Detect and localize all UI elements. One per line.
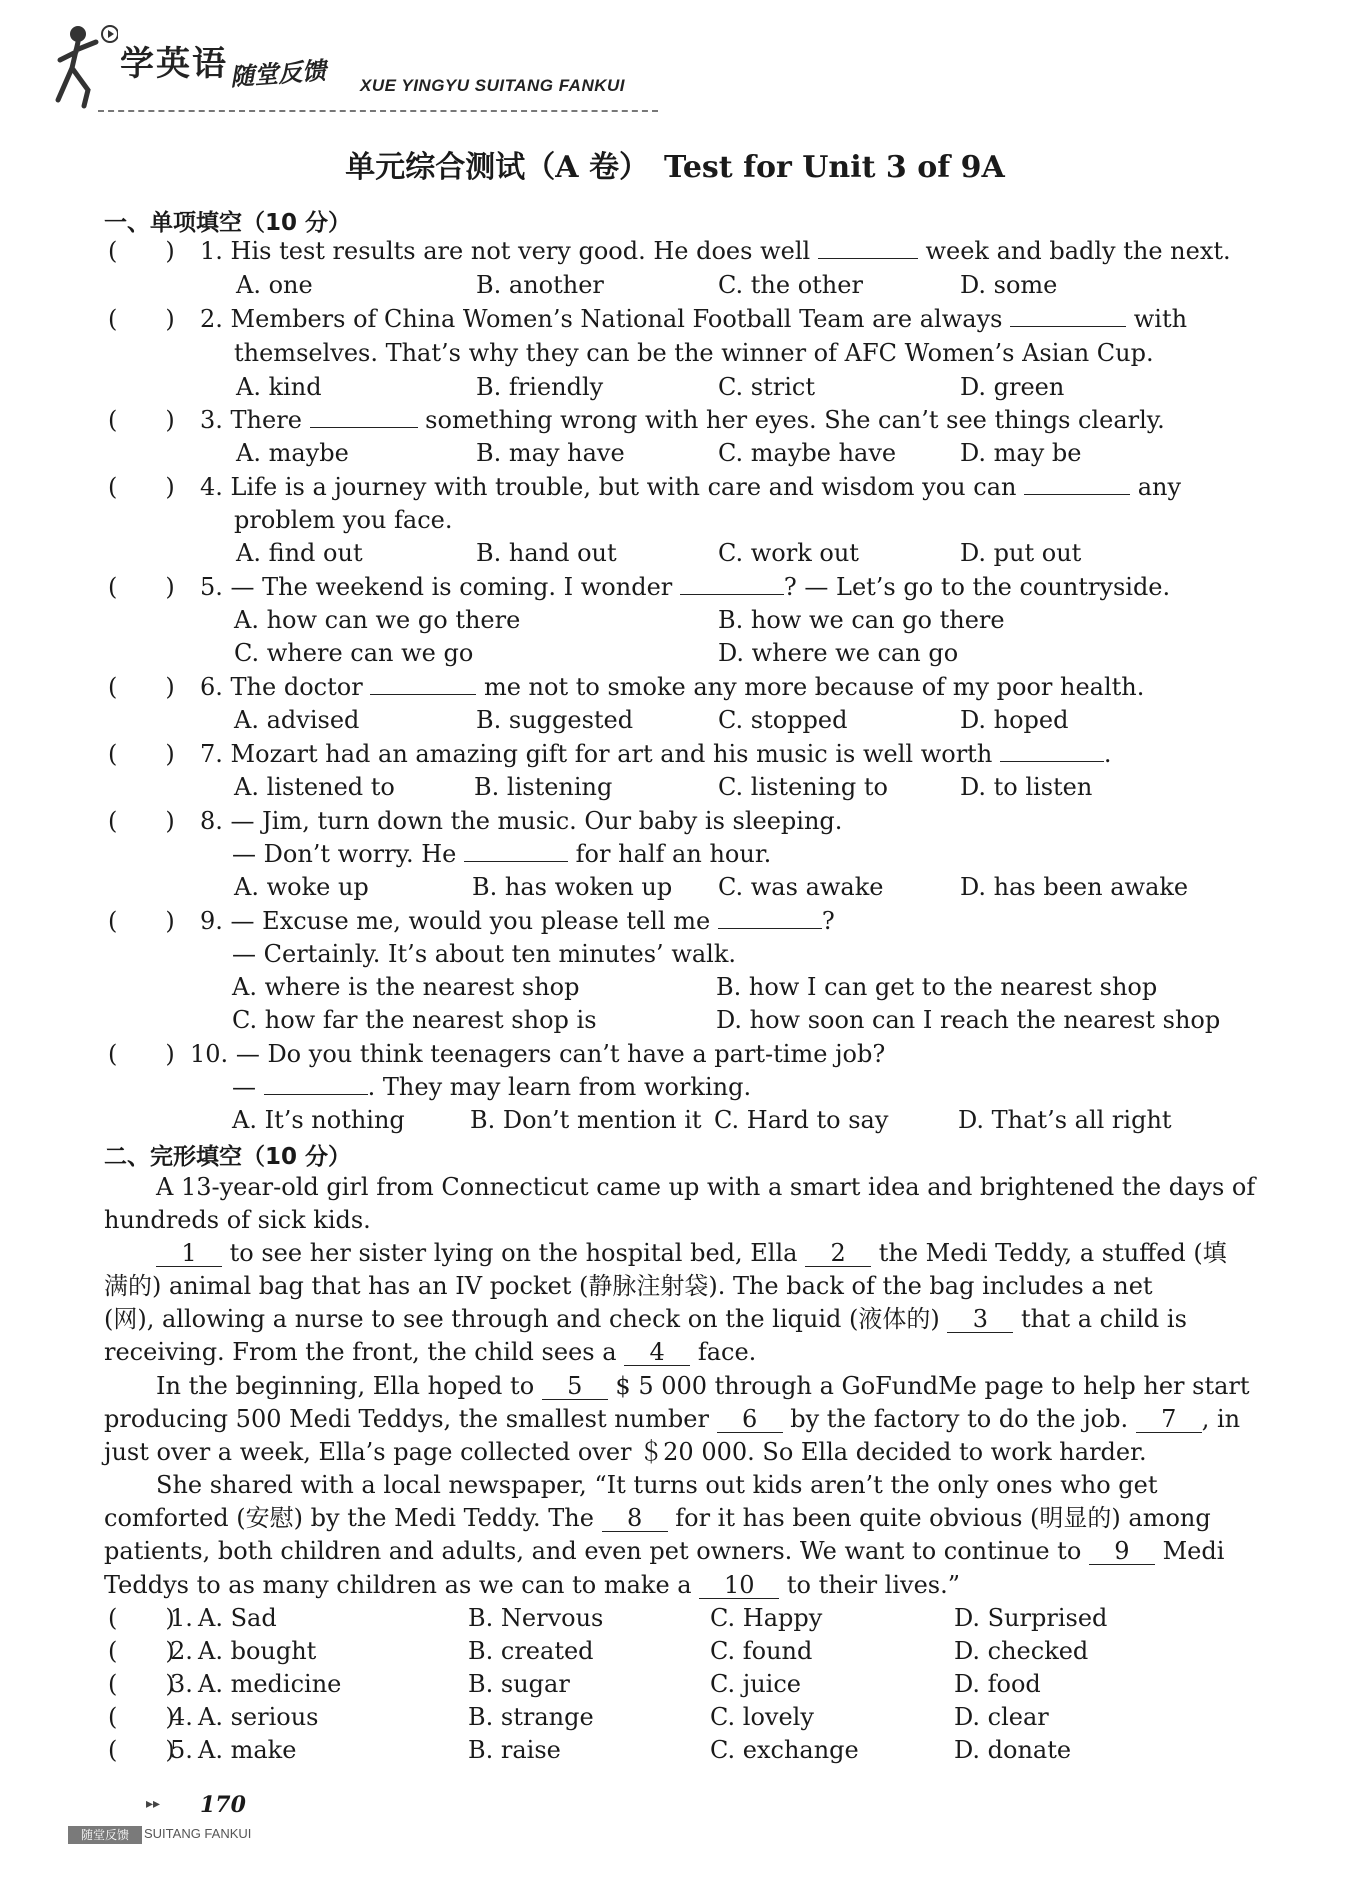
option[interactable]: C. maybe have [718,439,897,467]
option[interactable]: D. to listen [960,773,1093,801]
passage-line: 1 to see her sister lying on the hospital bed, Ella 2 the Medi Teddy, a stuffed (填 [156,1238,1227,1268]
blank[interactable] [310,405,418,428]
option[interactable]: D. hoped [960,706,1069,734]
answer-paren: ( ) [108,807,175,835]
answer-paren: ( ) [108,573,175,601]
blank[interactable] [464,839,568,862]
option[interactable]: B. Nervous [468,1604,604,1632]
passage-line: In the beginning, Ella hoped to 5 $ 5 000 through a GoFundMe page to help her start [156,1372,1250,1400]
option[interactable]: B. sugar [468,1670,570,1698]
question-3: 3. There something wrong with her eyes. She can’t see things clearly. [200,406,1165,434]
passage-line: 满的) animal bag that has an IV pocket (静脉注射袋). The back of the bag includes a net [104,1272,1153,1300]
option[interactable]: D. some [960,271,1058,299]
option[interactable]: A. where is the nearest shop [232,973,580,1001]
numbered-blank[interactable]: 8 [602,1505,668,1532]
option[interactable]: C. was awake [718,873,884,901]
option[interactable]: A. medicine [198,1670,342,1698]
blank[interactable] [370,672,476,695]
answer-paren: ( ) [108,1637,175,1665]
question-4-line2: problem you face. [234,506,453,534]
answer-paren: ( ) [108,406,175,434]
question-9: 9. — Excuse me, would you please tell me ? [200,907,835,935]
footer-english: SUITANG FANKUI [144,1826,252,1841]
option[interactable]: D. clear [954,1703,1049,1731]
option[interactable]: D. where we can go [718,639,959,667]
option[interactable]: D. may be [960,439,1082,467]
runner-logo-icon [48,20,118,110]
blank[interactable] [680,572,784,595]
numbered-blank[interactable]: 9 [1089,1538,1155,1565]
option[interactable]: C. juice [710,1670,801,1698]
option[interactable]: A. kind [236,373,322,401]
question-8-line2: — Don’t worry. He for half an hour. [232,840,772,868]
answer-paren: ( ) [108,740,175,768]
option[interactable]: A. find out [236,539,363,567]
option[interactable]: A. Sad [198,1604,277,1632]
section1-heading: 一、单项填空（10 分） [104,210,352,236]
option[interactable]: D. That’s all right [958,1106,1172,1134]
question-2: 2. Members of China Women’s National Football Team are always with [200,305,1188,333]
option[interactable]: D. has been awake [960,873,1189,901]
option[interactable]: B. strange [468,1703,594,1731]
passage-line: She shared with a local newspaper, “It turns out kids aren’t the only ones who get [156,1471,1158,1499]
numbered-blank[interactable]: 5 [542,1373,608,1400]
footer-label: 随堂反馈 [68,1826,142,1844]
question-7: 7. Mozart had an amazing gift for art and his music is well worth . [200,740,1112,768]
blank[interactable] [264,1072,368,1095]
footer-arrow-icon: ▸▸ [146,1796,161,1812]
question-4: 4. Life is a journey with trouble, but with care and wisdom you can any [200,473,1182,501]
passage-line: just over a week, Ella’s page collected over ＄20 000. So Ella decided to work harder. [104,1438,1147,1466]
option[interactable]: A. bought [198,1637,317,1665]
passage-line: producing 500 Medi Teddys, the smallest number 6 by the factory to do the job. 7 , in [104,1405,1241,1433]
question-number: 4. [170,1703,193,1731]
option[interactable]: A. serious [198,1703,319,1731]
option[interactable]: C. stopped [718,706,848,734]
option[interactable]: A. It’s nothing [232,1106,405,1134]
question-6: 6. The doctor me not to smoke any more because of my poor health. [200,673,1145,701]
option[interactable]: B. has woken up [472,873,673,901]
option[interactable]: A. woke up [234,873,369,901]
header [48,14,648,114]
option[interactable]: B. may have [476,439,625,467]
answer-paren: ( ) [108,237,175,265]
passage-line: patients, both children and adults, and even pet owners. We want to continue to 9 Medi [104,1537,1225,1565]
numbered-blank[interactable]: 1 [156,1240,222,1267]
question-5: 5. — The weekend is coming. I wonder ? — Let’s go to the countryside. [200,573,1171,601]
answer-paren: ( ) [108,1604,175,1632]
passage-line: (网), allowing a nurse to see through and check on the liquid (液体的) 3 that a child is [104,1305,1187,1333]
option[interactable]: B. raise [468,1736,561,1764]
option[interactable]: C. how far the nearest shop is [232,1006,597,1034]
option[interactable]: C. the other [718,271,863,299]
option[interactable]: B. another [476,271,604,299]
question-number: 2. [170,1637,193,1665]
option[interactable]: B. suggested [476,706,634,734]
question-2-line2: themselves. That’s why they can be the winner of AFC Women’s Asian Cup. [234,339,1154,367]
answer-paren: ( ) [108,673,175,701]
blank[interactable] [718,906,822,929]
option[interactable]: A. advised [234,706,360,734]
option[interactable]: C. found [710,1637,813,1665]
page-number: 170 [200,1792,246,1818]
passage-line: comforted (安慰) by the Medi Teddy. The 8 for it has been quite obvious (明显的) among [104,1504,1211,1532]
option[interactable]: D. donate [954,1736,1072,1764]
option[interactable]: B. hand out [476,539,617,567]
blank[interactable] [1000,739,1104,762]
option[interactable]: B. Don’t mention it [470,1106,702,1134]
option[interactable]: B. created [468,1637,594,1665]
numbered-blank[interactable]: 4 [624,1339,690,1366]
numbered-blank[interactable]: 10 [699,1572,779,1599]
option[interactable]: D. green [960,373,1065,401]
option[interactable]: C. Happy [710,1604,823,1632]
option[interactable]: A. listened to [234,773,395,801]
option[interactable]: D. how soon can I reach the nearest shop [716,1006,1221,1034]
option[interactable]: C. strict [718,373,815,401]
answer-paren: ( ) [108,1703,175,1731]
answer-paren: ( ) [108,305,175,333]
option[interactable]: B. friendly [476,373,604,401]
answer-paren: ( ) [108,907,175,935]
passage-line: A 13-year-old girl from Connecticut came up with a smart idea and brightened the days of [156,1173,1256,1201]
blank[interactable] [1010,304,1126,327]
question-8: 8. — Jim, turn down the music. Our baby is sleeping. [200,807,843,835]
section2-heading: 二、完形填空（10 分） [104,1144,352,1170]
answer-paren: ( ) [108,1736,175,1764]
question-number: 3. [170,1670,193,1698]
question-number: 1. [170,1604,193,1632]
option[interactable]: B. how we can go there [718,606,1005,634]
passage-line: Teddys to as many children as we can to make a 10 to their lives.” [104,1571,960,1599]
option[interactable]: B. how I can get to the nearest shop [716,973,1158,1001]
question-10-line2: — . They may learn from working. [232,1073,752,1101]
option[interactable]: B. listening [474,773,613,801]
option[interactable]: A. how can we go there [234,606,521,634]
question-9-line2: — Certainly. It’s about ten minutes’ walk. [232,940,737,968]
option[interactable]: C. Hard to say [714,1106,889,1134]
option[interactable]: A. make [198,1736,297,1764]
header-dashed-line [98,110,658,112]
question-number: 5. [170,1736,193,1764]
blank[interactable] [818,236,918,259]
answer-paren: ( ) [108,473,175,501]
answer-paren: ( ) [108,1040,175,1068]
blank[interactable] [1024,472,1130,495]
option[interactable]: A. maybe [236,439,349,467]
option[interactable]: D. put out [960,539,1082,567]
option[interactable]: C. exchange [710,1736,859,1764]
passage-line: receiving. From the front, the child sees a 4 face. [104,1338,757,1366]
option[interactable]: C. work out [718,539,859,567]
option[interactable]: C. lovely [710,1703,814,1731]
numbered-blank[interactable]: 6 [717,1406,783,1433]
option[interactable]: D. food [954,1670,1041,1698]
header-subtitle: 随堂反馈 [229,56,328,92]
answer-paren: ( ) [108,1670,175,1698]
numbered-blank[interactable]: 2 [805,1240,871,1267]
header-title: 学英语 [120,44,228,84]
option[interactable]: D. Surprised [954,1604,1108,1632]
question-1: 1. His test results are not very good. He does well week and badly the next. [200,237,1231,265]
question-10: 10. — Do you think teenagers can’t have a part-time job? [190,1040,886,1068]
option[interactable]: C. where can we go [234,639,474,667]
page-title: 单元综合测试（A 卷） Test for Unit 3 of 9A [345,150,1005,185]
passage-line: hundreds of sick kids. [104,1206,371,1234]
header-english: XUE YINGYU SUITANG FANKUI [360,76,626,95]
option[interactable]: C. listening to [718,773,888,801]
option[interactable]: D. checked [954,1637,1089,1665]
numbered-blank[interactable]: 7 [1136,1406,1202,1433]
numbered-blank[interactable]: 3 [947,1306,1013,1333]
option[interactable]: A. one [236,271,313,299]
